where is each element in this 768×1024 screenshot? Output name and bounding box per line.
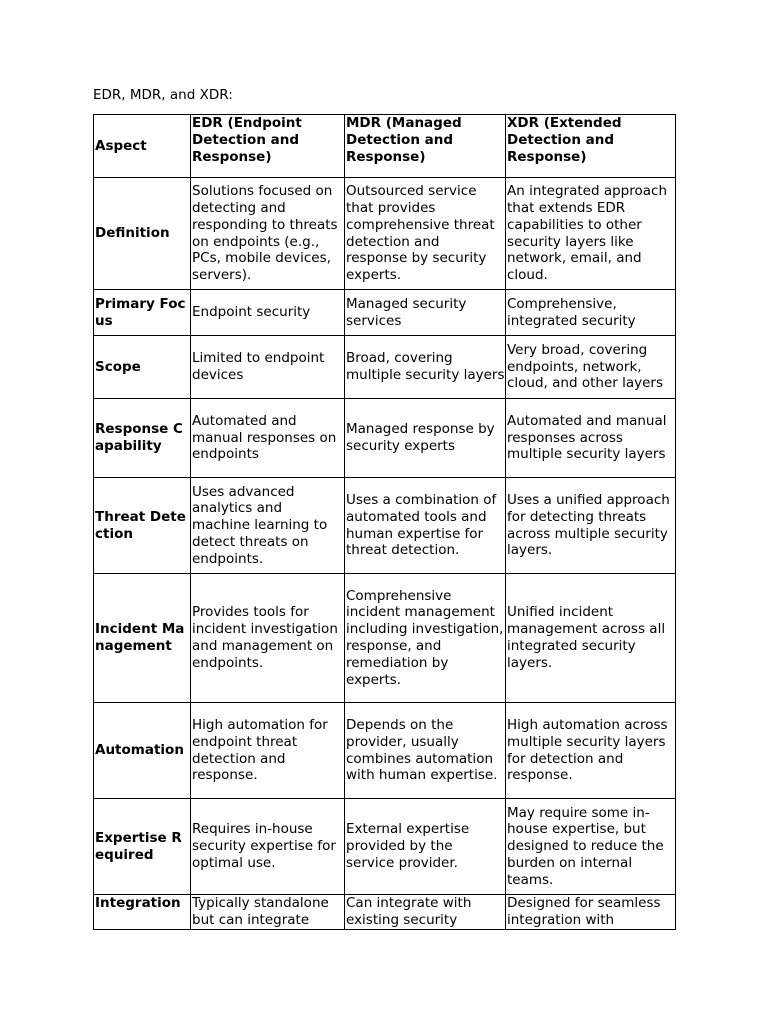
cell-mdr: Depends on the provider, usually combines automation with human expertise. — [345, 703, 506, 799]
cell-edr: Requires in-house security expertise for optimal use. — [191, 799, 345, 895]
row-label-primary-focus: Primary Focus — [94, 290, 191, 336]
cell-mdr: Managed response by security experts — [345, 399, 506, 478]
cell-mdr: External expertise provided by the service provider. — [345, 799, 506, 895]
cell-edr: Limited to endpoint devices — [191, 336, 345, 399]
table-header-row — [94, 115, 676, 178]
row-label-expertise-required: Expertise Required — [94, 799, 191, 895]
table-row — [94, 478, 676, 574]
header-mdr: MDR (Managed Detection and Response) — [345, 115, 506, 178]
cell-edr: Endpoint security — [191, 290, 345, 336]
cell-mdr: Uses a combination of automated tools and human expertise for threat detection. — [345, 478, 506, 574]
cell-edr: Typically standalone but can integrate — [191, 895, 345, 930]
cell-mdr: Managed security services — [345, 290, 506, 336]
table-row — [94, 895, 676, 930]
cell-xdr: Designed for seamless integration with — [506, 895, 676, 930]
row-label-scope: Scope — [94, 336, 191, 399]
row-label-integration: Integration — [94, 895, 191, 930]
row-label-automation: Automation — [94, 703, 191, 799]
comparison-table — [93, 114, 676, 930]
cell-xdr: An integrated approach that extends EDR capabilities to other security layers like network, email, and cloud. — [506, 178, 676, 290]
cell-edr: High automation for endpoint threat detection and response. — [191, 703, 345, 799]
cell-edr: Provides tools for incident investigation and management on endpoints. — [191, 574, 345, 703]
cell-xdr: High automation across multiple security layers for detection and response. — [506, 703, 676, 799]
document-title: EDR, MDR, and XDR: — [93, 87, 233, 103]
cell-xdr: Unified incident management across all integrated security layers. — [506, 574, 676, 703]
cell-xdr: Comprehensive, integrated security — [506, 290, 676, 336]
cell-xdr: Automated and manual responses across multiple security layers — [506, 399, 676, 478]
table-row — [94, 574, 676, 703]
table-row — [94, 336, 676, 399]
table-row — [94, 799, 676, 895]
header-edr: EDR (Endpoint Detection and Response) — [191, 115, 345, 178]
header-aspect: Aspect — [94, 115, 191, 178]
cell-mdr: Can integrate with existing security — [345, 895, 506, 930]
cell-mdr: Outsourced service that provides comprehensive threat detection and response by security experts. — [345, 178, 506, 290]
cell-mdr: Broad, covering multiple security layers — [345, 336, 506, 399]
cell-xdr: Uses a unified approach for detecting threats across multiple security layers. — [506, 478, 676, 574]
cell-mdr: Comprehensive incident management including investigation, response, and remediation by experts. — [345, 574, 506, 703]
table-row — [94, 399, 676, 478]
row-label-response-capability: Response Capability — [94, 399, 191, 478]
row-label-incident-management: Incident Management — [94, 574, 191, 703]
table-row — [94, 290, 676, 336]
table-row — [94, 703, 676, 799]
row-label-threat-detection: Threat Detection — [94, 478, 191, 574]
cell-edr: Uses advanced analytics and machine learning to detect threats on endpoints. — [191, 478, 345, 574]
row-label-definition: Definition — [94, 178, 191, 290]
cell-edr: Solutions focused on detecting and responding to threats on endpoints (e.g., PCs, mobile devices, servers). — [191, 178, 345, 290]
cell-xdr: May require some in-house expertise, but designed to reduce the burden on internal teams. — [506, 799, 676, 895]
cell-xdr: Very broad, covering endpoints, network, cloud, and other layers — [506, 336, 676, 399]
header-xdr: XDR (Extended Detection and Response) — [506, 115, 676, 178]
cell-edr: Automated and manual responses on endpoints — [191, 399, 345, 478]
table-row — [94, 178, 676, 290]
